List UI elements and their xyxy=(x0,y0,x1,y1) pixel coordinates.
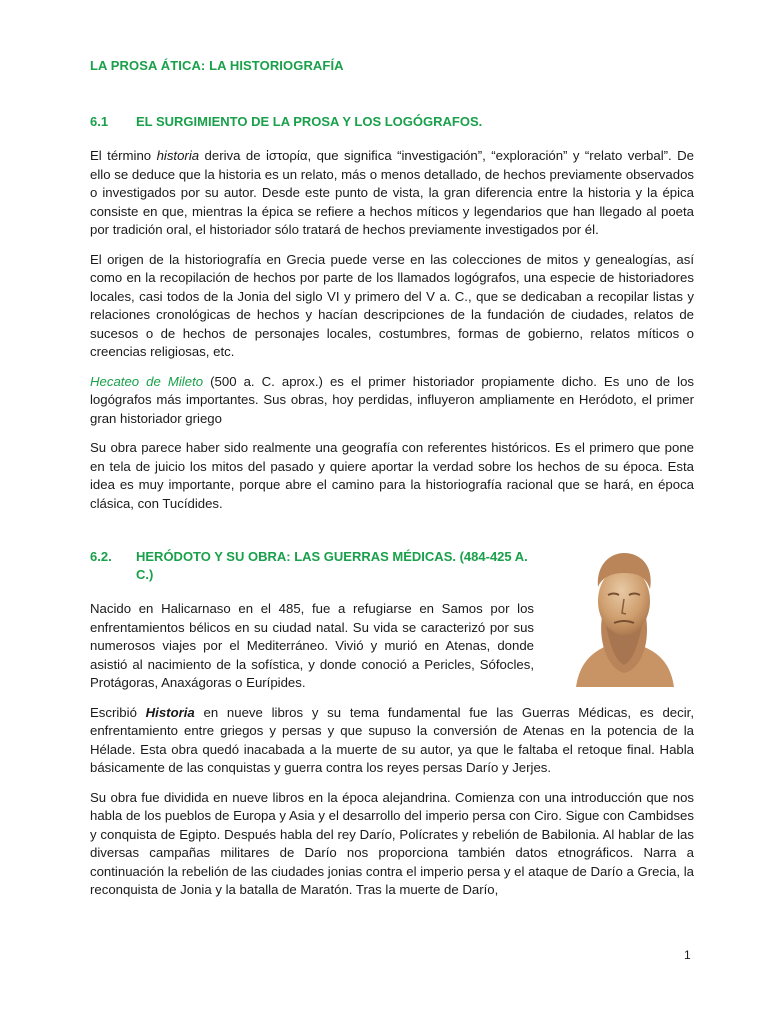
text-run: Escribió xyxy=(90,704,146,720)
section-1-paragraph-1 xyxy=(90,147,694,240)
section-2-title: HERÓDOTO Y SU OBRA: LAS GUERRAS MÉDICAS. (484-425 A. C.) xyxy=(136,549,528,582)
text-run: en nueve libros y su tema fundamental fue las Guerras Médicas, es decir, enfrentamiento entre griegos y persas y que supuso la conversión de Atenas en la potencia de la Hélade. Esta obra quedó inacabada a la muerte de su autor, ya que le faltaba el retoque final. Habla básicamente de las conquistas y guerra contra los reyes persas Darío y Jerjes. xyxy=(90,704,694,775)
text-run: deriva de ἱστορία, que significa “investigación”, “exploración” y “relato verbal”. De ello se deduce que la historia es un relato, más o menos detallado, de hechos previamente observados o investigados por su autor. Desde este punto de vista, la gran diferencia entre la historia y la épica consiste en que, mientras la épica se refiere a hechos míticos y legendarios que han llegado al poeta por tradición oral, el historiador sólo tratará de hechos previamente investigados por él. xyxy=(90,148,694,237)
section-2-paragraph-1: Nacido en Halicarnaso en el 485, fue a refugiarse en Samos por los enfrentamientos bélicos en su ciudad natal. Su vida se caracterizó por sus numerosos viajes por el Mediterráneo. Vivió y murió en Atenas, donde asistió al nacimiento de la sofística, y donde conoció a Pericles, Sófocles, Protágoras, Anaxágoras o Eurípides. xyxy=(90,601,534,690)
work-historia: Historia xyxy=(145,704,195,720)
section-1-paragraph-4: Su obra parece haber sido realmente una geografía con referentes históricos. Es el primero que pone en tela de juicio los mitos del pasado y quiere aportar la verdad sobre los hechos de su época. Esta idea es muy importante, porque abre el camino para la historiografía racional que se hará, en época clásica, con Tucídides. xyxy=(90,440,694,511)
section-2-paragraph-2 xyxy=(90,704,694,778)
section-2 xyxy=(90,548,694,693)
section-2-heading xyxy=(90,548,534,584)
page-content xyxy=(90,58,694,911)
text-run: (500 a. C. aprox.) es el primer historiador propiamente dicho. Es uno de los logógrafos más importantes. Sus obras, hoy perdidas, influyeron ampliamente en Heródoto, el primer gran historiador griego xyxy=(90,373,695,426)
section-1-paragraph-3 xyxy=(90,373,694,429)
section-2-left-column xyxy=(90,548,534,693)
herodotus-bust-image xyxy=(566,547,682,687)
document-title: LA PROSA ÁTICA: LA HISTORIOGRAFÍA xyxy=(90,58,344,73)
page-number: 1 xyxy=(684,948,691,962)
section-2-paragraph-3: Su obra fue dividida en nueve libros en la época alejandrina. Comienza con una introducción que nos habla de los pueblos de Europa y Asia y el desarrollo del imperio persa con Ciro. Sigue con Cambidses y conquista de Egipto. Después habla del rey Darío, Polícrates y rebelión de Babilonia. Al hablar de las diversas campañas militares de Darío nos proporciona también datos etnográficos. Narra a continuación la rebelión de las ciudades jonias contra el imperio persa y el ataque de Darío a Grecia, la reconquista de Jonia y la batalla de Maratón. Tras la muerte de Darío, xyxy=(90,789,694,897)
section-1-title: EL SURGIMIENTO DE LA PROSA Y LOS LOGÓGRAFOS. xyxy=(136,114,483,129)
section-1-paragraph-2: El origen de la historiografía en Grecia puede verse en las colecciones de mitos y genealogías, así como en la recopilación de hechos por parte de los llamados logógrafos, una especie de historiadores locales, casi todos de la Jonia del siglo VI y primero del V a. C., que se dedicaban a recopilar listas y relaciones cronológicas de hechos y hacían descripciones de la fundación de ciudades, relatos de sucesos o de hechos de personajes locales, costumbres, formas de gobierno, relatos míticos o creencias religiosas, etc. xyxy=(90,251,694,359)
hecateo-name: Hecateo de Mileto xyxy=(90,373,204,389)
text-run: El término xyxy=(90,148,157,163)
section-spacer xyxy=(90,524,694,548)
section-1-number: 6.1 xyxy=(90,114,109,129)
section-1-heading xyxy=(90,113,694,131)
section-2-number: 6.2. xyxy=(90,549,112,564)
term-historia: historia xyxy=(156,148,200,163)
